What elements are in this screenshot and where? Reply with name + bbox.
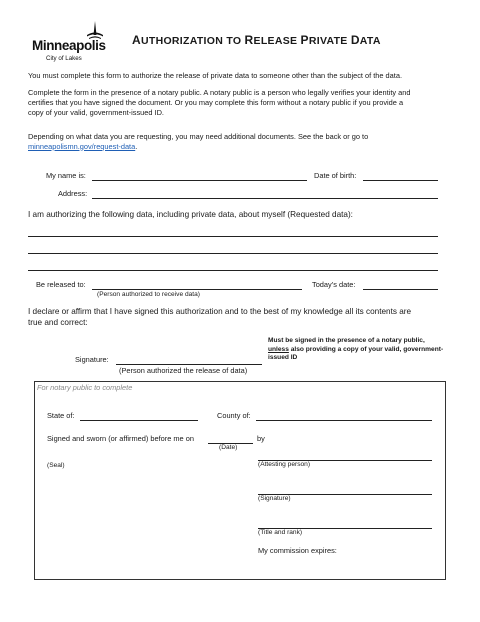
sworn-text-b: by	[257, 434, 265, 443]
released-to-label: Be released to:	[36, 280, 86, 289]
address-label: Address:	[58, 189, 88, 198]
seal-label: (Seal)	[47, 462, 65, 469]
form-title: AUTHORIZATION TO RELEASE PRIVATE DATA	[132, 33, 381, 47]
signature-label: Signature:	[75, 355, 109, 364]
address-field[interactable]	[92, 198, 438, 199]
county-field[interactable]	[256, 420, 432, 421]
intro-paragraph-1: You must complete this form to authorize the release of private data to someone other than the subject of the data.	[28, 71, 402, 80]
title-rank-label: (Title and rank)	[258, 529, 303, 536]
intro-paragraph-3: Depending on what data you are requesting, you may need additional documents. See the back or go to minneapolismn.gov/request-data.	[28, 132, 369, 151]
released-to-field[interactable]	[92, 289, 302, 290]
requested-data-line-2[interactable]	[28, 253, 438, 254]
logo-tagline: City of Lakes	[46, 55, 82, 62]
released-to-caption: (Person authorized to receive data)	[97, 291, 200, 298]
notary-signature-label: (Signature)	[258, 495, 291, 502]
requested-data-label: I am authorizing the following data, including private data, about myself (Requested data):	[28, 210, 353, 219]
intro-paragraph-2: Complete the form in the presence of a notary public. A notary public is a person who legally verifies your identity and certifies that you have signed the document. Or you may complete this form without a notary public if you provide a copy of your valid, government-issued ID.	[28, 88, 411, 117]
signature-field[interactable]	[116, 364, 262, 365]
date-caption: (Date)	[219, 444, 238, 451]
name-label: My name is:	[46, 171, 86, 180]
state-label: State of:	[47, 411, 75, 420]
notary-notice: Must be signed in the presence of a notary public, unless also providing a copy of your valid, government- issued ID	[268, 337, 444, 362]
request-data-link[interactable]: minneapolismn.gov/request-data	[28, 141, 136, 151]
commission-expires-label: My commission expires:	[258, 546, 337, 555]
notary-header: For notary public to complete	[37, 383, 133, 392]
county-label: County of:	[217, 411, 251, 420]
declaration-text: I declare or affirm that I have signed this authorization and to the best of my knowledge all its contents are true and correct:	[28, 307, 412, 327]
dob-label: Date of birth:	[314, 171, 357, 180]
todays-date-label: Today’s date:	[312, 280, 356, 289]
requested-data-line-1[interactable]	[28, 236, 438, 237]
sworn-text-a: Signed and sworn (or affirmed) before me on	[47, 434, 194, 443]
state-field[interactable]	[80, 420, 198, 421]
requested-data-line-3[interactable]	[28, 270, 438, 271]
attesting-person-label: (Attesting person)	[258, 461, 311, 468]
todays-date-field[interactable]	[363, 289, 438, 290]
signature-caption: (Person authorized the release of data)	[119, 366, 248, 375]
name-field[interactable]	[92, 180, 307, 181]
dob-field[interactable]	[363, 180, 438, 181]
logo-wordmark: Minneapolis	[32, 38, 106, 53]
